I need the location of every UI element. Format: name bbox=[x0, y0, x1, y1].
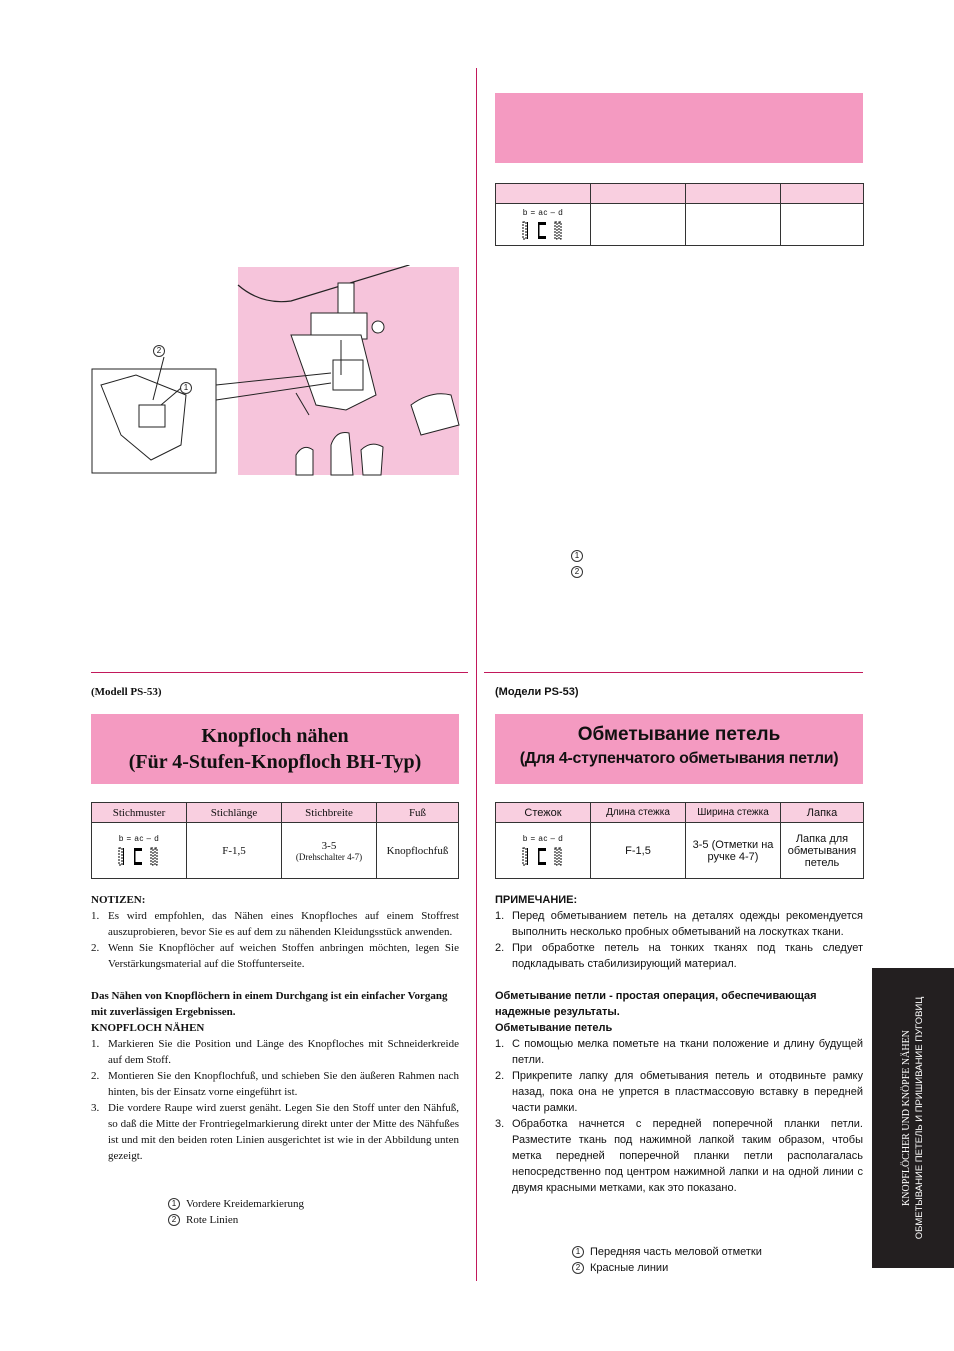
pattern-code: b = ac – d bbox=[522, 208, 564, 217]
ru-title-line1: Обметывание петель bbox=[577, 724, 781, 745]
de-th-width: Stichbreite bbox=[282, 803, 377, 823]
side-tab-de: KNOPFLÖCHER UND KNÖPFE NÄHEN bbox=[901, 1030, 912, 1206]
de-body bbox=[91, 892, 459, 1164]
de-th-pattern: Stichmuster bbox=[92, 803, 187, 823]
callout-1: 1 bbox=[180, 379, 198, 397]
ru-legend-2: 2 Красные линии bbox=[572, 1260, 762, 1276]
ru-step-3: 3. Обработка начнется с передней поперечной планки петли. Разместите ткань под нажимной лапкой таким образом, чтобы метка передней поперечной планки петли располагалась непосредственно под центром нажимной лапки и на одной линии с двумя красными метками, как это показано. bbox=[495, 1118, 863, 1194]
marker-1: 1 bbox=[571, 547, 589, 565]
ru-legend bbox=[572, 1244, 762, 1276]
de-title-line2: (Für 4-Stufen-Knopfloch BH-Typ) bbox=[128, 751, 422, 773]
ru-th-foot: Лапка bbox=[781, 803, 864, 823]
de-width-value: 3-5 bbox=[321, 839, 337, 852]
ru-title-box bbox=[495, 714, 863, 784]
presser-foot-illustration bbox=[91, 265, 461, 495]
section-rule-left bbox=[91, 672, 468, 673]
marker-2: 2 bbox=[571, 563, 589, 581]
de-note-1: 1. Es wird empfohlen, das Nähen eines Knopfloches auf einem Stoffrest auszuprobieren, bevor Sie es auf dem zu nähenden Kleidungsstück anwenden. bbox=[91, 910, 459, 938]
ru-note-1: 1. Перед обметыванием петель на деталях одежды рекомендуется выполнить несколько пробных обметываний на лоскутках ткани. bbox=[495, 910, 863, 938]
de-foot-value: Knopflochfuß bbox=[377, 823, 459, 879]
section-rule-right bbox=[484, 672, 863, 673]
ru-width-value: 3-5 (Отметки на ручке 4-7) bbox=[686, 823, 781, 879]
de-width-note: (Drehschalter 4-7) bbox=[295, 851, 363, 862]
de-note-2: 2. Wenn Sie Knopflöcher auf weichen Stoffen anbringen möchten, legen Sie Verstärkungsmaterial auf die Stoffunterseite. bbox=[91, 942, 459, 970]
ru-section-heading: Обметывание петель bbox=[495, 1022, 613, 1034]
de-title-box bbox=[91, 714, 459, 784]
de-length-value: F-1,5 bbox=[187, 823, 282, 879]
de-model-label: (Modell PS-53) bbox=[91, 686, 162, 698]
top-title-bar bbox=[495, 93, 863, 163]
de-step-3: 3. Die vordere Raupe wird zuerst genäht. Legen Sie den Stoff unter den Nähfuß, so daß die Mitte der Frontriegelmarkierung direkt unter der Mitte des Nähfußes ist und mit den beiden roten Linien ausgerichtet ist wie in der Abbildung unten gezeigt. bbox=[91, 1102, 459, 1162]
ru-note-2: 2. При обработке петель на тонких тканях под ткань следует подкладывать стабилизирующий материал. bbox=[495, 942, 863, 970]
ru-th-pattern: Стежок bbox=[496, 803, 591, 823]
ru-intro: Обметывание петли - простая операция, обеспечивающая надежные результаты. bbox=[495, 990, 817, 1018]
ru-body bbox=[495, 892, 863, 1196]
de-section-heading: KNOPFLOCH NÄHEN bbox=[91, 1022, 205, 1034]
de-step-2: 2. Montieren Sie den Knopflochfuß, und schieben Sie den äußeren Rahmen nach hinten, bis der Einsatz vorne eingeführt ist. bbox=[91, 1070, 459, 1098]
pattern-code: b = ac – d bbox=[522, 834, 564, 843]
de-title-line1: Knopfloch nähen bbox=[201, 725, 349, 747]
de-step-1: 1. Markieren Sie die Position und Länge des Knopfloches mit Schneiderkreide auf dem Stoff. bbox=[91, 1038, 459, 1066]
de-intro: Das Nähen von Knopflöchern in einem Durchgang ist ein einfacher Vorgang mit zuverlässigen Ergebnissen. bbox=[91, 990, 448, 1018]
ru-step-1: 1. С помощью мелка пометьте на ткани положение и длину будущей петли. bbox=[495, 1038, 863, 1066]
buttonhole-pattern-icon bbox=[521, 219, 565, 241]
de-legend bbox=[168, 1196, 304, 1228]
buttonhole-pattern-icon bbox=[117, 845, 161, 867]
de-pattern-cell bbox=[92, 823, 187, 879]
chapter-side-tab bbox=[872, 968, 954, 1268]
de-legend-2: 2 Rote Linien bbox=[168, 1212, 304, 1228]
ru-th-length: Длина стежка bbox=[591, 803, 686, 823]
ru-step-2: 2. Прикрепите лапку для обметывания петель и отодвиньте рамку назад, пока она не упрется в пластмассовую вставку в передней части рамки. bbox=[495, 1070, 863, 1114]
de-width-cell bbox=[282, 823, 377, 879]
de-th-foot: Fuß bbox=[377, 803, 459, 823]
ru-legend-1: 1 Передняя часть меловой отметки bbox=[572, 1244, 762, 1260]
ru-foot-value: Лапка для обметывания петель bbox=[781, 823, 864, 879]
ru-stitch-table bbox=[495, 802, 864, 879]
de-legend-1: 1 Vordere Kreidemarkierung bbox=[168, 1196, 304, 1212]
de-stitch-table bbox=[91, 802, 459, 879]
top-stitch-table bbox=[495, 183, 864, 246]
side-tab-ru: ОБМЕТЫВАНИЕ ПЕТЕЛЬ И ПРИШИВАНИЕ ПУГОВИЦ bbox=[914, 996, 925, 1240]
ru-pattern-cell bbox=[496, 823, 591, 879]
ru-model-label: (Модели PS-53) bbox=[495, 686, 579, 698]
buttonhole-pattern-icon bbox=[521, 845, 565, 867]
pattern-code: b = ac – d bbox=[118, 834, 160, 843]
top-pattern-cell bbox=[496, 204, 591, 246]
callout-2: 2 bbox=[153, 342, 171, 360]
ru-th-width: Ширина стежка bbox=[686, 803, 781, 823]
ru-title-line2: (Для 4-ступенчатого обметывания петли) bbox=[519, 750, 839, 767]
de-th-length: Stichlänge bbox=[187, 803, 282, 823]
ru-notes-heading: ПРИМЕЧАНИЕ: bbox=[495, 894, 578, 906]
column-divider bbox=[476, 68, 477, 1281]
ru-length-value: F-1,5 bbox=[591, 823, 686, 879]
de-notes-heading: NOTIZEN: bbox=[91, 894, 146, 906]
